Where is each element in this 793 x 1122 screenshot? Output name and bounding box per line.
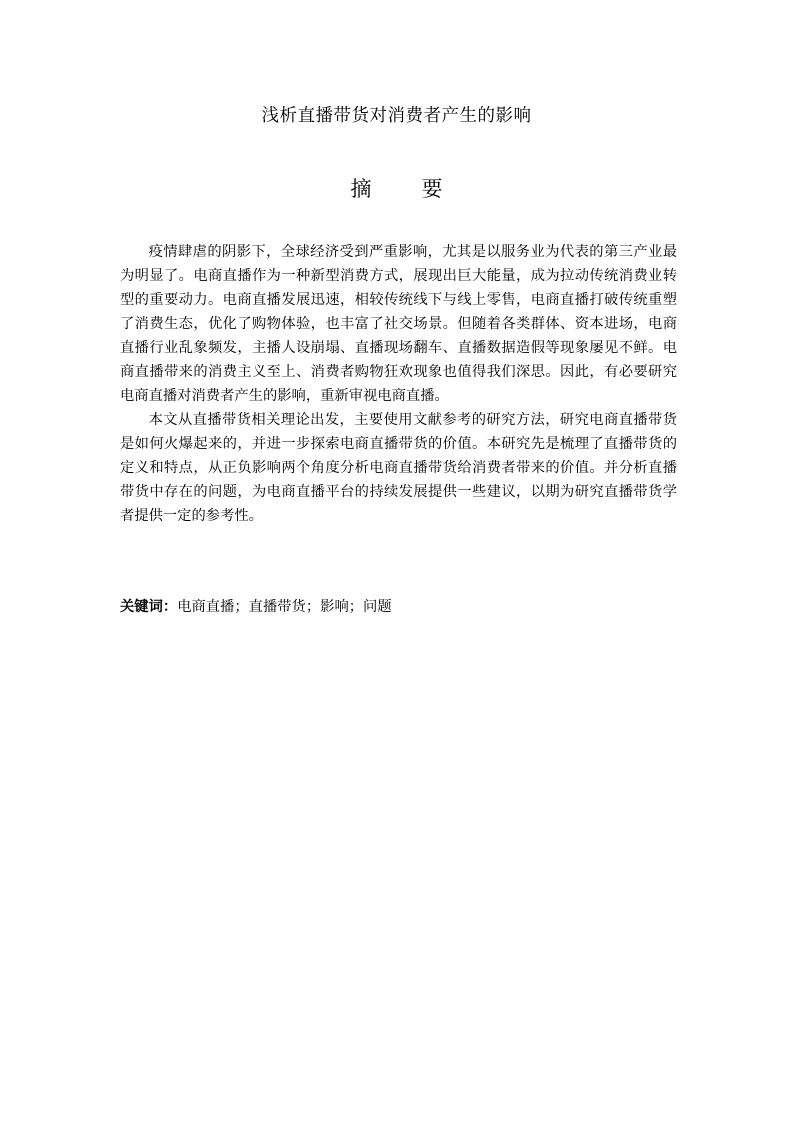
abstract-paragraph-2: 本文从直播带货相关理论出发，主要使用文献参考的研究方法，研究电商直播带货是如何火爆起来的，并进一步探索电商直播带货的价值。本研究先是梳理了直播带货的定义和特点，从正负影响两个角度分析电商直播带货给消费者带来的价值。并分析直播带货中存在的问题，为电商直播平台的持续发展提供一些建议，以期为研究直播带货学者提供一定的参考性。 <box>120 412 677 524</box>
heading-spacer <box>372 174 422 204</box>
abstract-body <box>120 240 677 528</box>
keywords-text: 电商直播；直播带货；影响；问题 <box>177 599 392 615</box>
keywords-label: 关键词： <box>120 599 178 615</box>
abstract-paragraph-1: 疫情肆虐的阴影下，全球经济受到严重影响，尤其是以服务业为代表的第三产业最为明显了。电商直播作为一种新型消费方式，展现出巨大能量，成为拉动传统消费业转型的重要动力。电商直播发展迅速，相较传统线下与线上零售，电商直播打破传统重塑了消费生态，优化了购物体验，也丰富了社交场景。但随着各类群体、资本进场，电商直播行业乱象频发，主播人设崩塌、直播现场翻车、直播数据造假等现象屡见不鲜。电商直播带来的消费主义至上、消费者购物狂欢现象也值得我们深思。因此，有必要研究电商直播对消费者产生的影响，重新审视电商直播。 <box>120 244 677 404</box>
paper-title: 浅析直播带货对消费者产生的影响 <box>261 106 532 126</box>
abstract-heading <box>0 174 793 204</box>
abstract-heading-char-2: 要 <box>421 177 443 201</box>
abstract-heading-char-1: 摘 <box>350 177 372 201</box>
keywords-line <box>120 595 677 619</box>
